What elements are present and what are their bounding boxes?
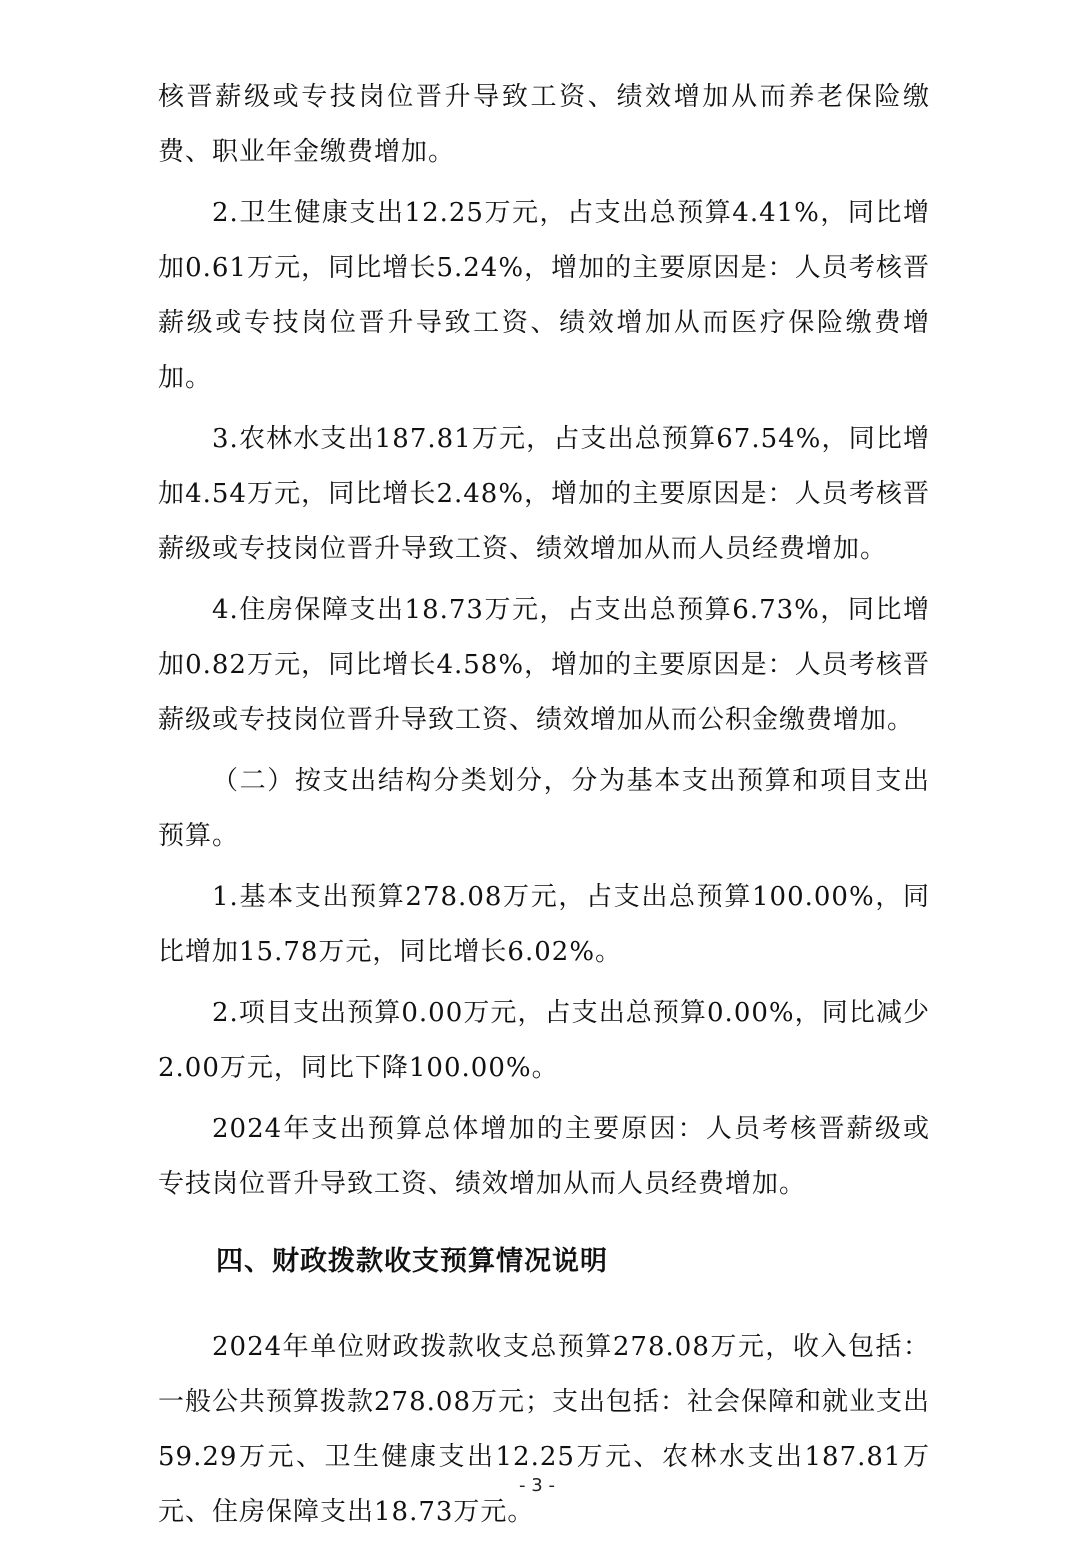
document-body (158, 70, 930, 1546)
paragraph-overall-increase-reason: 2024年支出预算总体增加的主要原因：人员考核晋薪级或专技岗位晋升导致工资、绩效增加从而人员经费增加。 (158, 1114, 930, 1199)
paragraph-housing-expenditure: 4.住房保障支出18.73万元，占支出总预算6.73%，同比增加0.82万元，同比增长4.58%，增加的主要原因是：人员考核晋薪级或专技岗位晋升导致工资、绩效增加从而公积金缴费增加。 (158, 595, 930, 735)
page-number: - 3 - (519, 1475, 555, 1496)
paragraph-health-expenditure: 2.卫生健康支出12.25万元，占支出总预算4.41%，同比增加0.61万元，同比增长5.24%，增加的主要原因是：人员考核晋薪级或专技岗位晋升导致工资、绩效增加从而医疗保险缴费增加。 (158, 198, 930, 393)
paragraph-continuation: 核晋薪级或专技岗位晋升导致工资、绩效增加从而养老保险缴费、职业年金缴费增加。 (158, 82, 930, 167)
paragraph-agriculture-expenditure: 3.农林水支出187.81万元，占支出总预算67.54%，同比增加4.54万元，同比增长2.48%，增加的主要原因是：人员考核晋薪级或专技岗位晋升导致工资、绩效增加从而人员经费增加。 (158, 424, 930, 564)
paragraph-basic-expenditure: 1.基本支出预算278.08万元，占支出总预算100.00%，同比增加15.78万元，同比增长6.02%。 (158, 882, 930, 967)
paragraph-fiscal-appropriation: 2024年单位财政拨款收支总预算278.08万元，收入包括：一般公共预算拨款278.08万元；支出包括：社会保障和就业支出59.29万元、卫生健康支出12.25万元、农林水支出187.81万元、住房保障支出18.73万元。 (158, 1332, 930, 1527)
paragraph-project-expenditure: 2.项目支出预算0.00万元，占支出总预算0.00%，同比减少2.00万元，同比下降100.00%。 (158, 998, 930, 1083)
section-heading: 四、财政拨款收支预算情况说明 (216, 1246, 608, 1277)
paragraph-structure-classification: （二）按支出结构分类划分，分为基本支出预算和项目支出预算。 (158, 766, 930, 851)
